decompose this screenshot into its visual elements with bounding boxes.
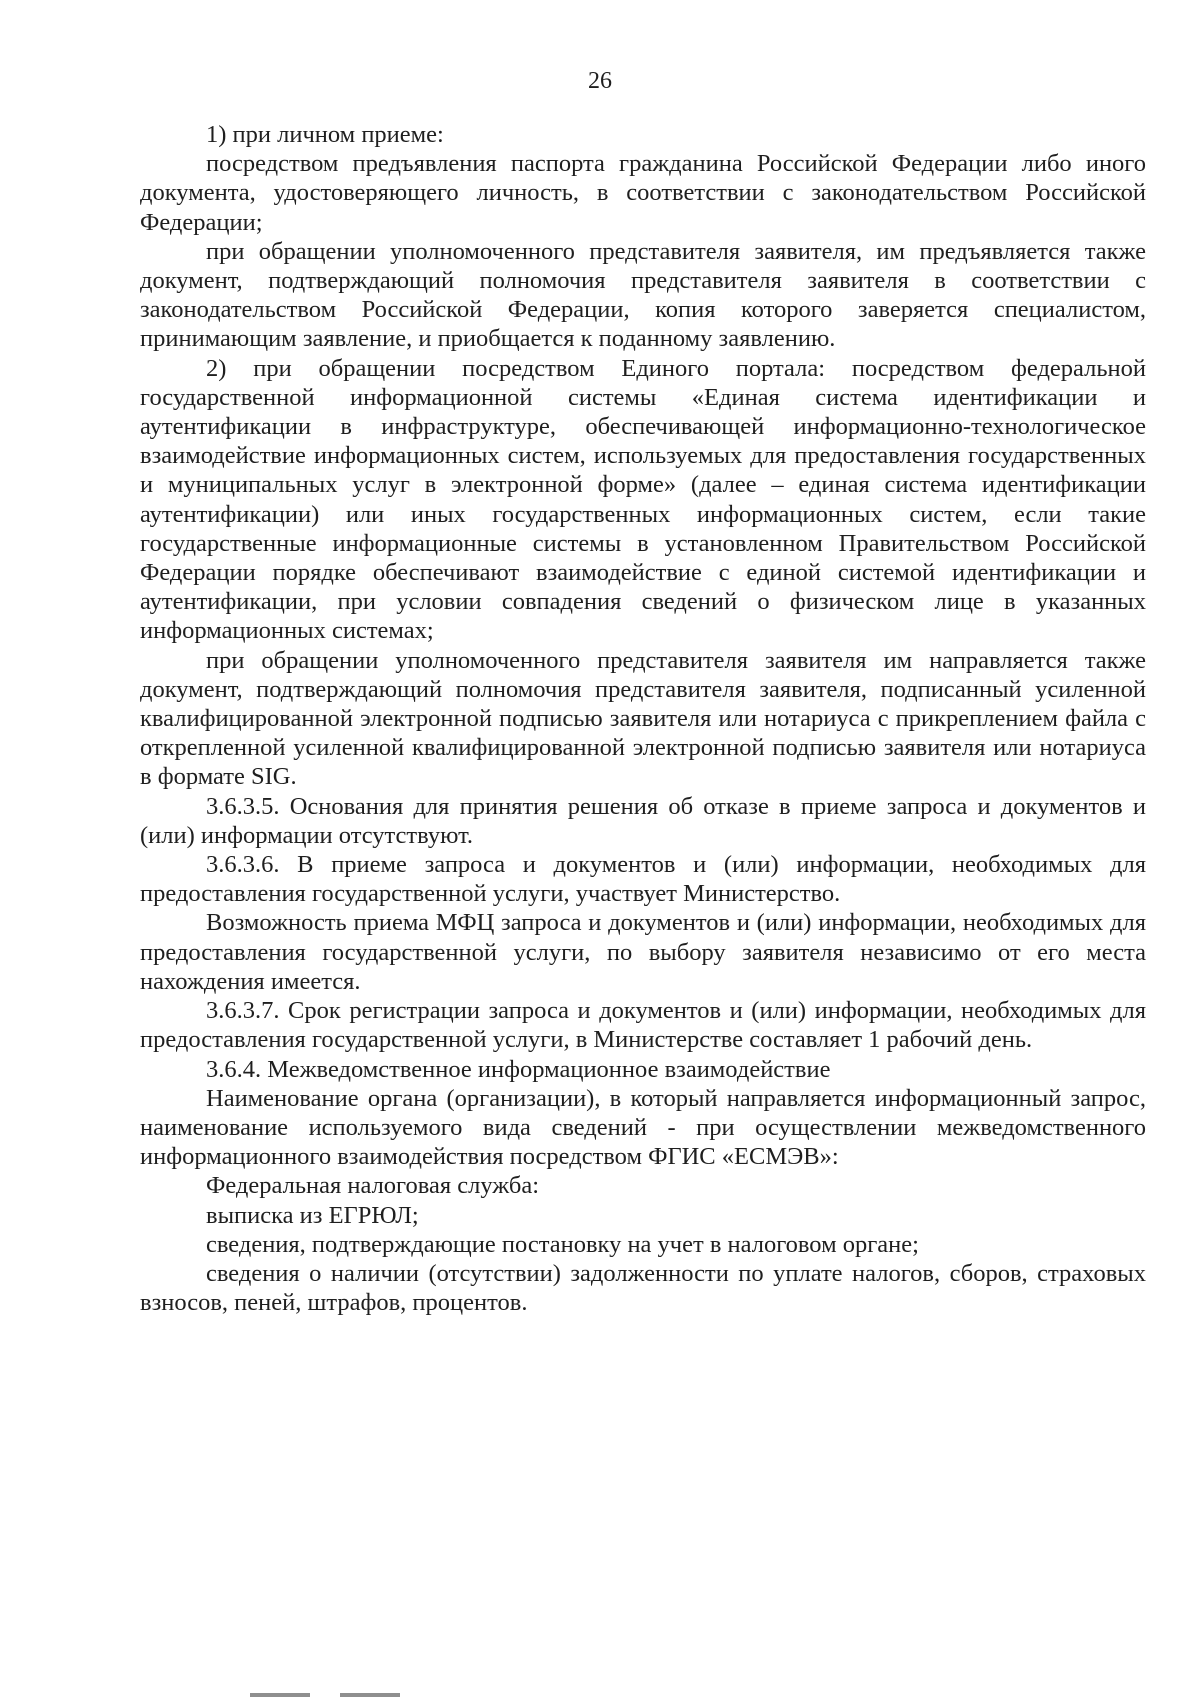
paragraph-3-6-3-6: 3.6.3.6. В приеме запроса и документов и (или) информации, необходимых для предоставления государственной услуги, участвует Министерство. [140, 851, 1146, 908]
paragraph-mfc-reception: Возможность приема МФЦ запроса и документов и (или) информации, необходимых для предоставления государственной услуги, по выбору заявителя независимо от его места нахождения имеется. [140, 909, 1146, 995]
paragraph-representative-document: при обращении уполномоченного представителя заявителя, им предъявляется также документ, подтверждающий полномочия представителя заявителя в соответствии с законодательством Российской Федерации, копия которого заверяется специалистом, принимающим заявление, и приобщается к поданному заявлению. [140, 237, 1146, 353]
paragraph-tax-service: Федеральная налоговая служба: [206, 1172, 540, 1200]
paragraph-3-6-3-7: 3.6.3.7. Срок регистрации запроса и документов и (или) информации, необходимых для предоставления государственной услуги, в Министерстве составляет 1 рабочий день. [140, 997, 1146, 1054]
paragraph-agency-request: Наименование органа (организации), в который направляется информационный запрос, наименование используемого вида сведений - при осуществлении межведомственного информационного взаимодействия посредством ФГИС «ЕСМЭВ»: [140, 1084, 1146, 1171]
paragraph-egrul-extract: выписка из ЕГРЮЛ; [206, 1201, 419, 1229]
paragraph-passport: посредством предъявления паспорта гражданина Российской Федерации либо иного документа, удостоверяющего личность, в соответствии с законодательством Российской Федерации; [140, 150, 1146, 236]
paragraph-3-6-4-heading: 3.6.4. Межведомственное информационное взаимодействие [206, 1055, 831, 1083]
paragraph-3-6-3-5: 3.6.3.5. Основания для принятия решения об отказе в приеме запроса и документов и (или) информации отсутствуют. [140, 792, 1146, 849]
paragraph-tax-registration: сведения, подтверждающие постановку на учет в налоговом органе; [206, 1230, 919, 1258]
paragraph-personal-reception: 1) при личном приеме: [206, 121, 444, 148]
paragraph-tax-debt: сведения о наличии (отсутствии) задолженности по уплате налогов, сборов, страховых взносов, пеней, штрафов, процентов. [140, 1259, 1146, 1317]
paragraph-representative-signature: при обращении уполномоченного представителя заявителя им направляется также документ, подтверждающий полномочия представителя заявителя, подписанный усиленной квалифицированной электронной подписью заявителя или нотариуса с прикреплением файла с открепленной усиленной квалифицированной электронной подписью заявителя или нотариуса в формате SIG. [140, 646, 1146, 791]
scan-artifact [250, 1693, 400, 1697]
page-number: 26 [588, 68, 612, 94]
paragraph-unified-portal: 2) при обращении посредством Единого портала: посредством федеральной государственной информационной системы «Единая система идентификации и аутентификации в инфраструктуре, обеспечивающей информационно-технологическое взаимодействие информационных систем, используемых для предоставления государственных и муниципальных услуг в электронной форме» (далее – единая система идентификации аутентификации) или иных государственных информационных систем, если такие государственные информационные системы в установленном Правительством Российской Федерации порядке обеспечивают взаимодействие с единой системой идентификации и аутентификации, при условии совпадения сведений о физическом лице в указанных информационных системах; [140, 354, 1146, 645]
document-body [140, 120, 1146, 1317]
